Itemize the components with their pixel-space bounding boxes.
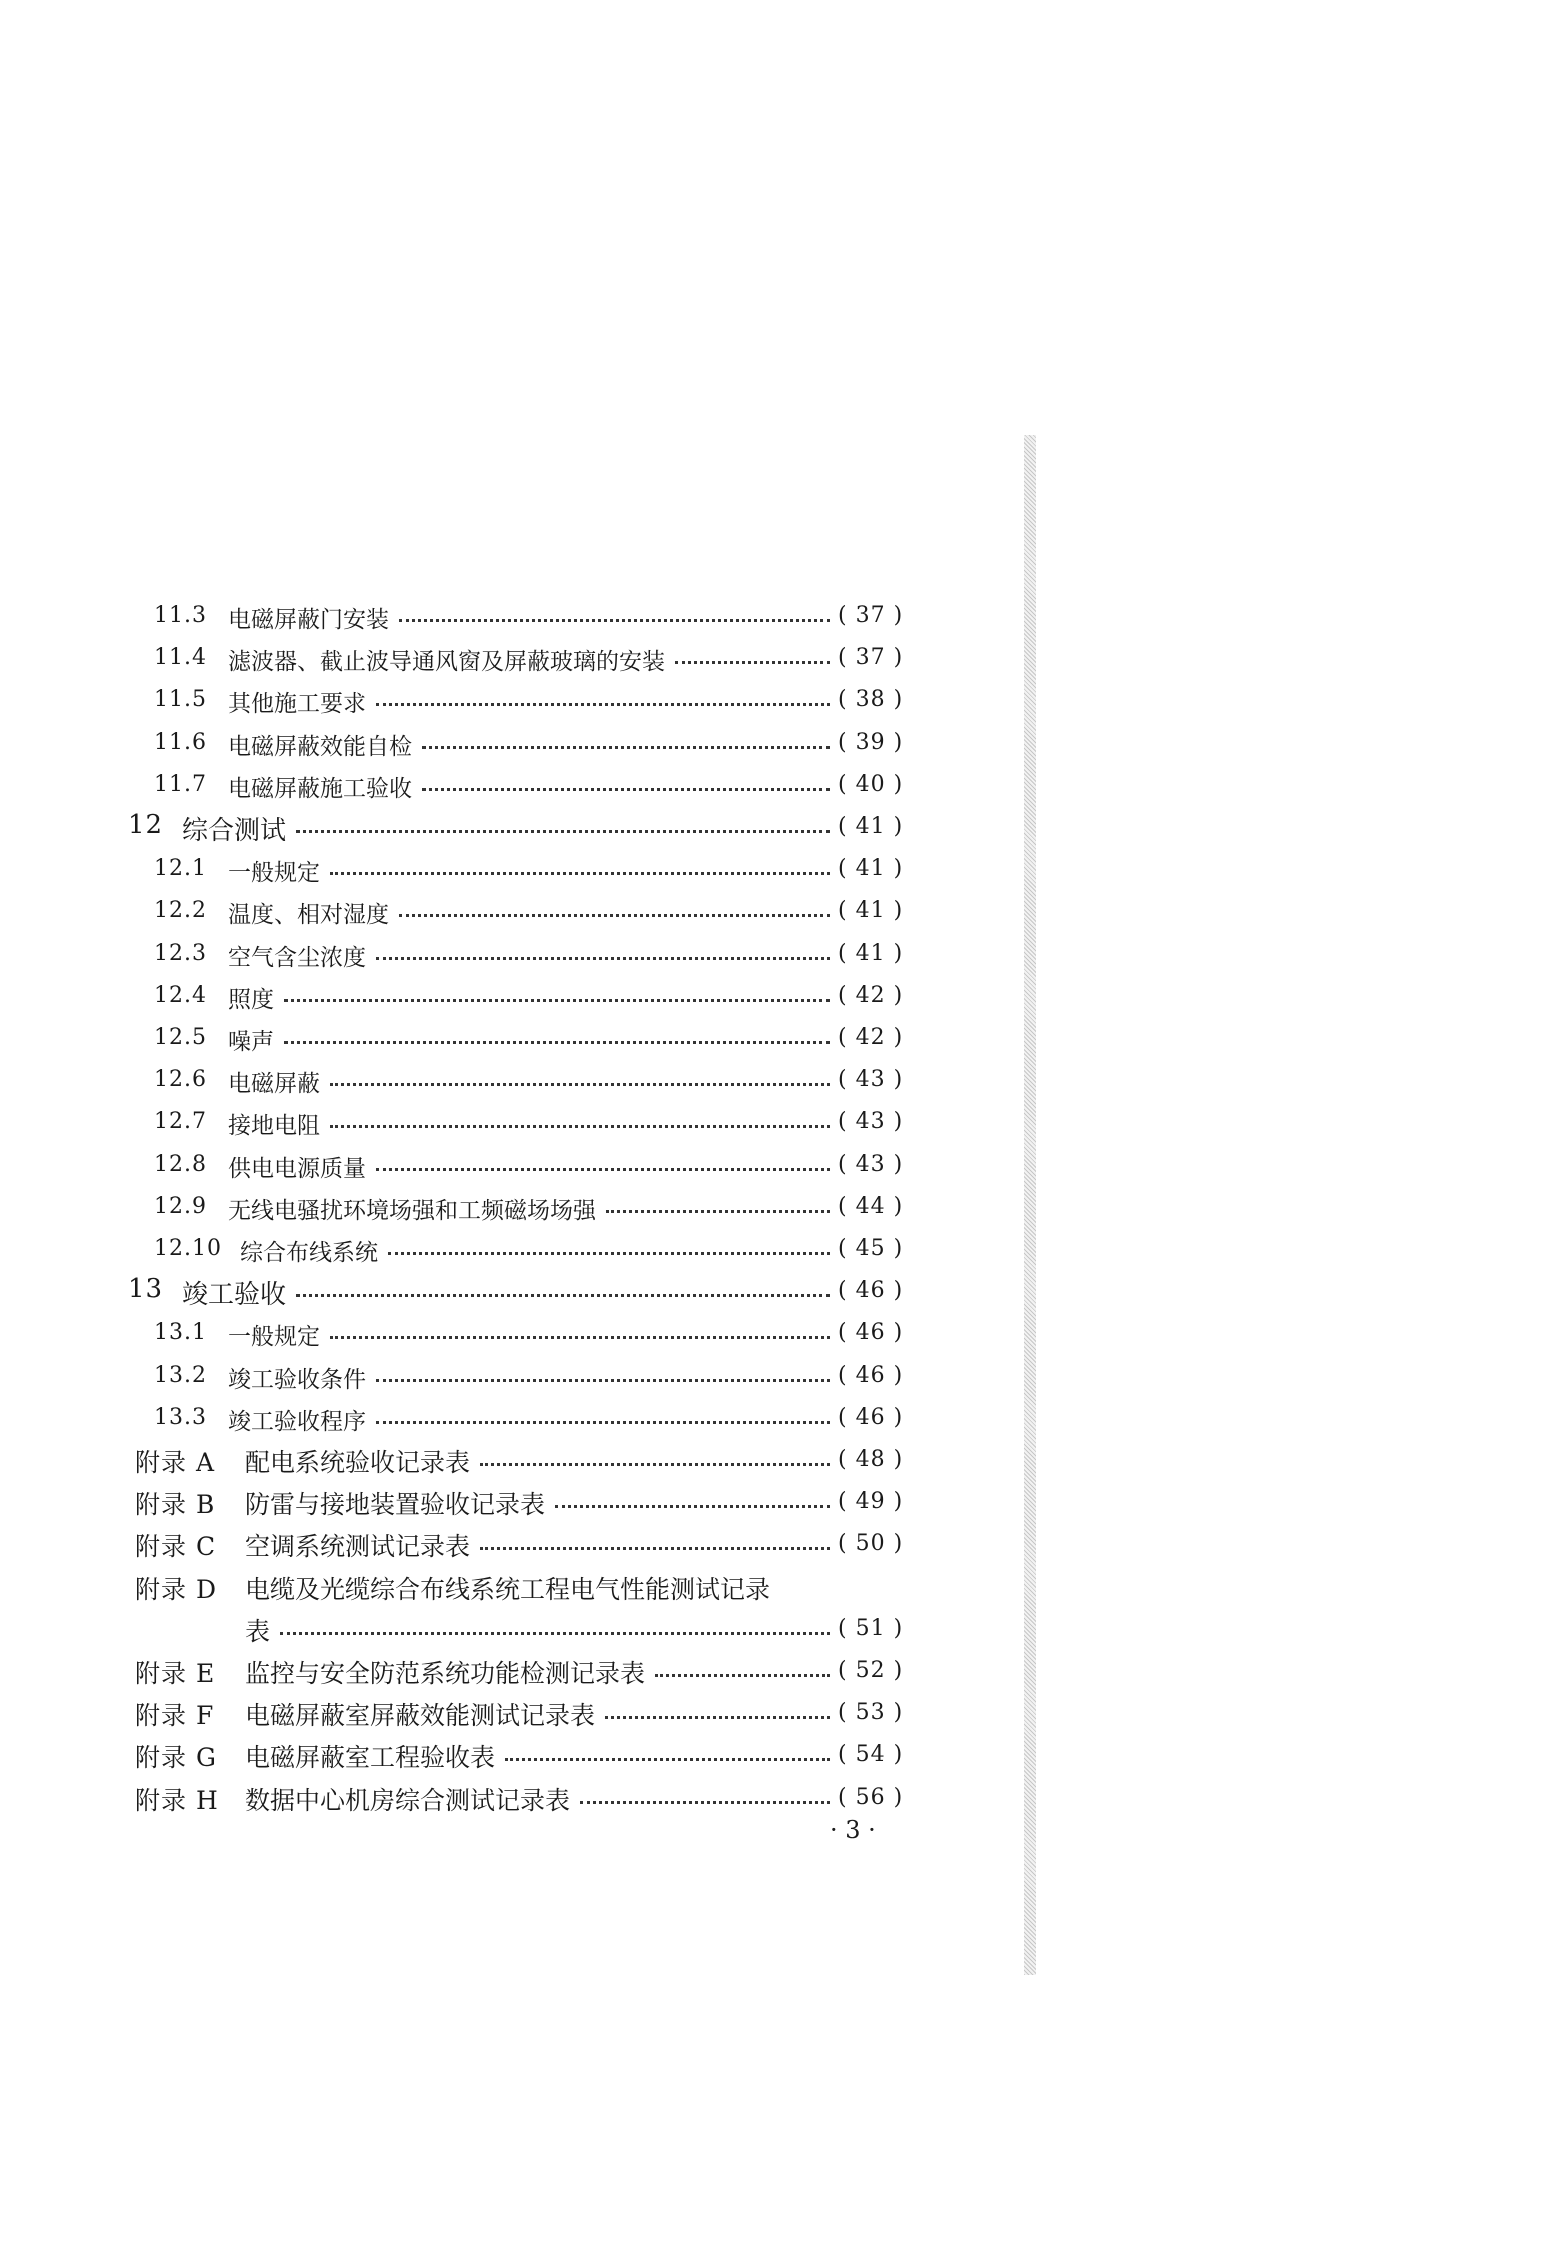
toc-entry-page: ( 41 ) xyxy=(838,814,904,839)
toc-entry xyxy=(0,1017,1567,1059)
toc-entry xyxy=(0,1101,1567,1143)
toc-entry-title: 监控与安全防范系统功能检测记录表 xyxy=(245,1659,646,1688)
toc-entry-page: ( 46 ) xyxy=(838,1363,904,1388)
toc-entry-number: 附录 F xyxy=(135,1701,215,1730)
toc-entry xyxy=(0,1566,1567,1608)
dot-leader xyxy=(605,1702,830,1719)
toc-entry xyxy=(0,1270,1567,1312)
toc-entry xyxy=(0,848,1567,890)
toc-entry xyxy=(0,1228,1567,1270)
toc-entry-page: ( 39 ) xyxy=(838,730,904,755)
dot-leader xyxy=(296,816,830,833)
toc-entry-number: 12.4 xyxy=(154,983,207,1008)
toc-entry-number: 附录 C xyxy=(135,1532,217,1561)
toc-entry-title: 电缆及光缆综合布线系统工程电气性能测试记录 xyxy=(245,1575,771,1604)
toc-entry-title: 噪声 xyxy=(228,1029,274,1055)
toc-entry-number: 附录 A xyxy=(135,1448,216,1477)
toc-entry xyxy=(0,764,1567,806)
toc-entry xyxy=(0,1608,1567,1650)
toc-entry-title: 温度、相对湿度 xyxy=(228,902,389,928)
toc-entry-page: ( 49 ) xyxy=(838,1489,904,1514)
dot-leader xyxy=(422,732,830,749)
dot-leader xyxy=(606,1196,830,1213)
dot-leader xyxy=(555,1491,830,1508)
toc-entry xyxy=(0,1144,1567,1186)
dot-leader xyxy=(580,1787,830,1804)
toc-entry-number: 12.3 xyxy=(154,941,207,966)
toc-entry-number: 12.7 xyxy=(154,1109,207,1134)
toc-entry-number: 附录 H xyxy=(135,1786,219,1815)
toc-entry-title: 表 xyxy=(245,1617,271,1646)
toc-entry-title: 空气含尘浓度 xyxy=(228,945,366,971)
toc-entry xyxy=(0,806,1567,848)
toc-entry-title: 其他施工要求 xyxy=(228,691,366,717)
toc-entry-number: 11.3 xyxy=(154,603,207,628)
toc-entry-number: 12 xyxy=(128,810,164,840)
dot-leader xyxy=(388,1238,830,1255)
toc-entry xyxy=(0,975,1567,1017)
toc-entry xyxy=(0,933,1567,975)
dot-leader xyxy=(675,647,830,664)
toc-entry-page: ( 43 ) xyxy=(838,1067,904,1092)
toc-entry-title: 防雷与接地装置验收记录表 xyxy=(245,1490,546,1519)
toc-entry xyxy=(0,1481,1567,1523)
toc-entry-page: ( 43 ) xyxy=(838,1152,904,1177)
toc-entry xyxy=(0,722,1567,764)
dot-leader xyxy=(284,1027,830,1044)
toc-entry-number: 11.6 xyxy=(154,730,207,755)
toc-entry-page: ( 46 ) xyxy=(838,1405,904,1430)
toc-entry-page: ( 53 ) xyxy=(838,1700,904,1725)
toc-entry-page: ( 52 ) xyxy=(838,1658,904,1683)
dot-leader xyxy=(280,1618,830,1635)
toc-entry-page: ( 42 ) xyxy=(838,1025,904,1050)
toc-entry-number: 11.7 xyxy=(154,772,207,797)
toc-entry-title: 无线电骚扰环境场强和工频磁场场强 xyxy=(228,1198,596,1224)
dot-leader xyxy=(376,689,830,706)
toc-entry-title: 电磁屏蔽室工程验收表 xyxy=(245,1743,496,1772)
dot-leader xyxy=(422,774,830,791)
dot-leader xyxy=(376,1365,830,1382)
toc-entry-title: 供电电源质量 xyxy=(228,1156,366,1182)
toc-entry-number: 12.10 xyxy=(154,1236,222,1261)
toc-entry xyxy=(0,1692,1567,1734)
toc-entry-page: ( 50 ) xyxy=(838,1531,904,1556)
toc-entry-number: 附录 G xyxy=(135,1743,217,1772)
dot-leader xyxy=(505,1744,830,1761)
toc-entry-number: 13.3 xyxy=(154,1405,207,1430)
toc-entry-title: 竣工验收条件 xyxy=(228,1367,366,1393)
toc-entry-number: 13.2 xyxy=(154,1363,207,1388)
toc-entry-number: 11.4 xyxy=(154,645,207,670)
dot-leader xyxy=(399,605,830,622)
toc-entry-title: 配电系统验收记录表 xyxy=(245,1448,471,1477)
toc-entry-page: ( 42 ) xyxy=(838,983,904,1008)
toc-entry-title: 电磁屏蔽室屏蔽效能测试记录表 xyxy=(245,1701,596,1730)
toc-entry xyxy=(0,1439,1567,1481)
toc-entry-number: 附录 B xyxy=(135,1490,216,1519)
toc-entry-page: ( 48 ) xyxy=(838,1447,904,1472)
toc-entry-title: 照度 xyxy=(228,987,274,1013)
toc-entry-number: 附录 D xyxy=(135,1575,217,1604)
toc-entry-title: 电磁屏蔽 xyxy=(228,1071,320,1097)
page-number: · 3 · xyxy=(830,1816,876,1844)
toc-entry-page: ( 40 ) xyxy=(838,772,904,797)
dot-leader xyxy=(480,1533,830,1550)
toc-entry xyxy=(0,1059,1567,1101)
dot-leader xyxy=(376,943,830,960)
toc-entry-page: ( 45 ) xyxy=(838,1236,904,1261)
toc-entry-number: 12.5 xyxy=(154,1025,207,1050)
toc-entry-page: ( 44 ) xyxy=(838,1194,904,1219)
toc-entry-number: 13 xyxy=(128,1274,164,1304)
toc-entry xyxy=(0,1397,1567,1439)
toc-entry-page: ( 56 ) xyxy=(838,1785,904,1810)
toc-entry xyxy=(0,679,1567,721)
toc-entry-page: ( 41 ) xyxy=(838,941,904,966)
toc-entry-title: 一般规定 xyxy=(228,1324,320,1350)
toc-entry-page: ( 37 ) xyxy=(838,603,904,628)
toc-entry-title: 电磁屏蔽施工验收 xyxy=(228,776,412,802)
toc-entry-number: 12.8 xyxy=(154,1152,207,1177)
toc-entry xyxy=(0,1355,1567,1397)
toc-entry-number: 12.1 xyxy=(154,856,207,881)
dot-leader xyxy=(480,1449,830,1466)
toc-entry-page: ( 37 ) xyxy=(838,645,904,670)
toc-entry-title: 电磁屏蔽门安装 xyxy=(228,607,389,633)
dot-leader xyxy=(376,1407,830,1424)
toc-entry-page: ( 46 ) xyxy=(838,1320,904,1345)
toc-entry-number: 13.1 xyxy=(154,1320,207,1345)
dot-leader xyxy=(330,1322,830,1339)
toc-entry xyxy=(0,1186,1567,1228)
toc-entry-number: 12.6 xyxy=(154,1067,207,1092)
toc-entry xyxy=(0,1777,1567,1819)
dot-leader xyxy=(284,985,830,1002)
dot-leader xyxy=(330,1111,830,1128)
dot-leader xyxy=(330,858,830,875)
dot-leader xyxy=(399,900,830,917)
toc-entry-title: 综合测试 xyxy=(182,816,287,846)
toc-entry-page: ( 43 ) xyxy=(838,1109,904,1134)
toc-entry xyxy=(0,1312,1567,1354)
toc-entry-title: 空调系统测试记录表 xyxy=(245,1532,471,1561)
toc-entry-title: 综合布线系统 xyxy=(240,1240,378,1266)
toc-entry-title: 电磁屏蔽效能自检 xyxy=(228,734,412,760)
toc-entry-page: ( 38 ) xyxy=(838,687,904,712)
toc-entry-page: ( 41 ) xyxy=(838,856,904,881)
toc-entry-title: 竣工验收 xyxy=(182,1280,287,1310)
dot-leader xyxy=(296,1280,830,1297)
toc-entry-title: 滤波器、截止波导通风窗及屏蔽玻璃的安装 xyxy=(228,649,665,675)
toc-entry xyxy=(0,890,1567,932)
toc-entry-number: 附录 E xyxy=(135,1659,216,1688)
toc-entry-title: 一般规定 xyxy=(228,860,320,886)
toc-entry-title: 竣工验收程序 xyxy=(228,1409,366,1435)
toc-entry-page: ( 41 ) xyxy=(838,898,904,923)
toc-entry-number: 11.5 xyxy=(154,687,207,712)
toc-entry-page: ( 51 ) xyxy=(838,1616,904,1641)
toc-entry xyxy=(0,595,1567,637)
dot-leader xyxy=(376,1154,830,1171)
toc-entry-number: 12.2 xyxy=(154,898,207,923)
toc-entry xyxy=(0,1650,1567,1692)
toc-entry xyxy=(0,637,1567,679)
dot-leader xyxy=(330,1069,830,1086)
toc-entry xyxy=(0,1734,1567,1776)
toc-entry-page: ( 54 ) xyxy=(838,1742,904,1767)
toc-entry-page: ( 46 ) xyxy=(838,1278,904,1303)
toc-entry-number: 12.9 xyxy=(154,1194,207,1219)
toc-entry xyxy=(0,1523,1567,1565)
dot-leader xyxy=(655,1660,830,1677)
toc-entry-title: 数据中心机房综合测试记录表 xyxy=(245,1786,571,1815)
toc-entry-title: 接地电阻 xyxy=(228,1113,320,1139)
